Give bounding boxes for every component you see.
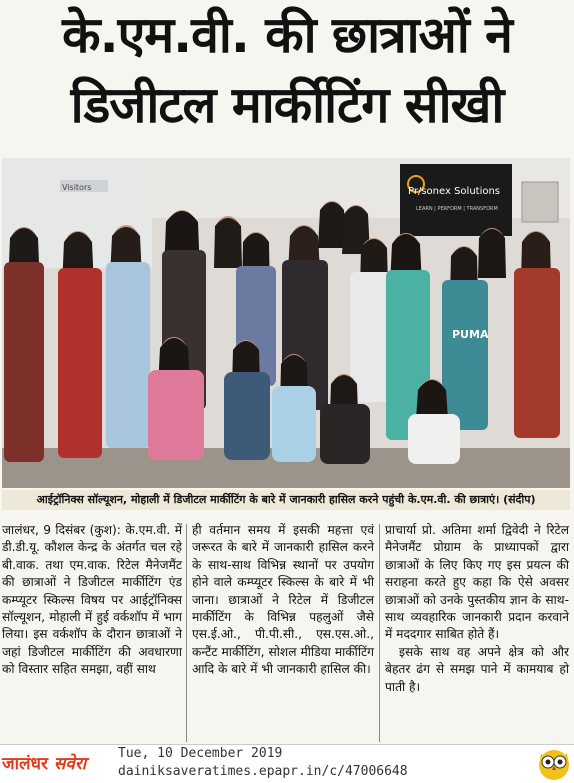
newspaper-brand: [2, 751, 86, 774]
headline-line-2: डिजीटल मार्कीटिंग सीखी: [70, 76, 504, 134]
banner-subtext: LEARN | PERFORM | TRANSFORM: [416, 206, 498, 212]
group-photo-illustration: [2, 158, 570, 488]
article-column-1: [2, 522, 182, 679]
column-1-paragraph: जालंधर, 9 दिसंबर (कुश): के.एम.वी. में डी.डी.यू. कौशल केन्द्र के अंतर्गत चल रहे बी.वाक. तथा एम.वाक. रिटेल मैनेजमैंट की छात्राओं ने डिजीटल मार्कीटिंग एंड कम्प्यूटर स्किल्स विषय पर आईट्रॉनिक्स सॉल्यूशन, मोहाली में हुई वर्कशॉप में भाग लिया। इस वर्कशॉप के दौरान छात्राओं ने जहां डिजीटल मार्कीटिंग की अवधारणा को विस्तार सहित समझा, वहीं साथ: [2, 523, 182, 677]
banner-text: Pr/sonex Solutions: [408, 186, 501, 197]
publication-date: Tue, 10 December 2019: [118, 746, 283, 761]
brand-part-1: जालंधर: [2, 754, 48, 774]
column-3-paragraph-1: प्राचार्या प्रो. अतिमा शर्मा द्विवेदी ने रिटेल मैनेजमैंट प्रोग्राम के प्राध्यापकों द्वारा छात्राओं के लिए किए गए इस प्रयत्न की सराहना करते हुए कहा कि ऐसे अवसर छात्राओं को उनके पुस्तकीय ज्ञान के साथ-साथ व्यवहारिक जानकारी प्रदान करवाने में मददगार साबित होते हैं।: [385, 523, 569, 642]
column-divider: [186, 524, 187, 742]
column-divider: [379, 524, 380, 742]
owl-icon: [536, 745, 572, 781]
shirt-text: PUMA: [452, 328, 489, 341]
epaper-url[interactable]: dainiksaveratimes.epapr.in/c/47006648: [118, 764, 408, 779]
article-column-3: [385, 522, 569, 696]
headline-line-1: के.एम.वी. की छात्राओं ने: [62, 6, 512, 64]
visitors-sign: Visitors: [62, 183, 92, 192]
column-3-paragraph-2: इसके साथ वह अपने क्षेत्र को और बेहतर ढंग से समझ पाने में कामयाब हो पाती है।: [385, 644, 569, 694]
headline: [0, 0, 574, 152]
brand-part-2: सवेरा: [53, 754, 87, 774]
news-photo: [2, 158, 570, 488]
photo-caption: आईट्रॉनिक्स सॉल्यूशन, मोहाली में डिजीटल मार्कीटिंग के बारे में जानकारी हासिल करने पहुंची के.एम.वी. की छात्राएं। (संदीप): [2, 490, 570, 510]
company-banner: [400, 164, 512, 236]
column-2-paragraph: ही वर्तमान समय में इसकी महत्ता एवं जरूरत के बारे में जानकारी हासिल करने के साथ-साथ विभिन्न स्थानों पर उपयोग होने वाले कम्प्यूटर स्किल्स के बारे में भी जाना। छात्राओं ने रिटेल में डिजीटल मार्कीटिंग के विभिन्न पहलुओं जैसे एस.ई.ओ., पी.पी.सी., एस.एस.ओ., कन्टैंट मार्कीटिंग, सोशल मीडिया मार्कीटिंग आदि के बारे में भी जानकारी हासिल की।: [192, 523, 374, 677]
footer-bar: [0, 744, 574, 783]
article-column-2: [192, 522, 374, 679]
